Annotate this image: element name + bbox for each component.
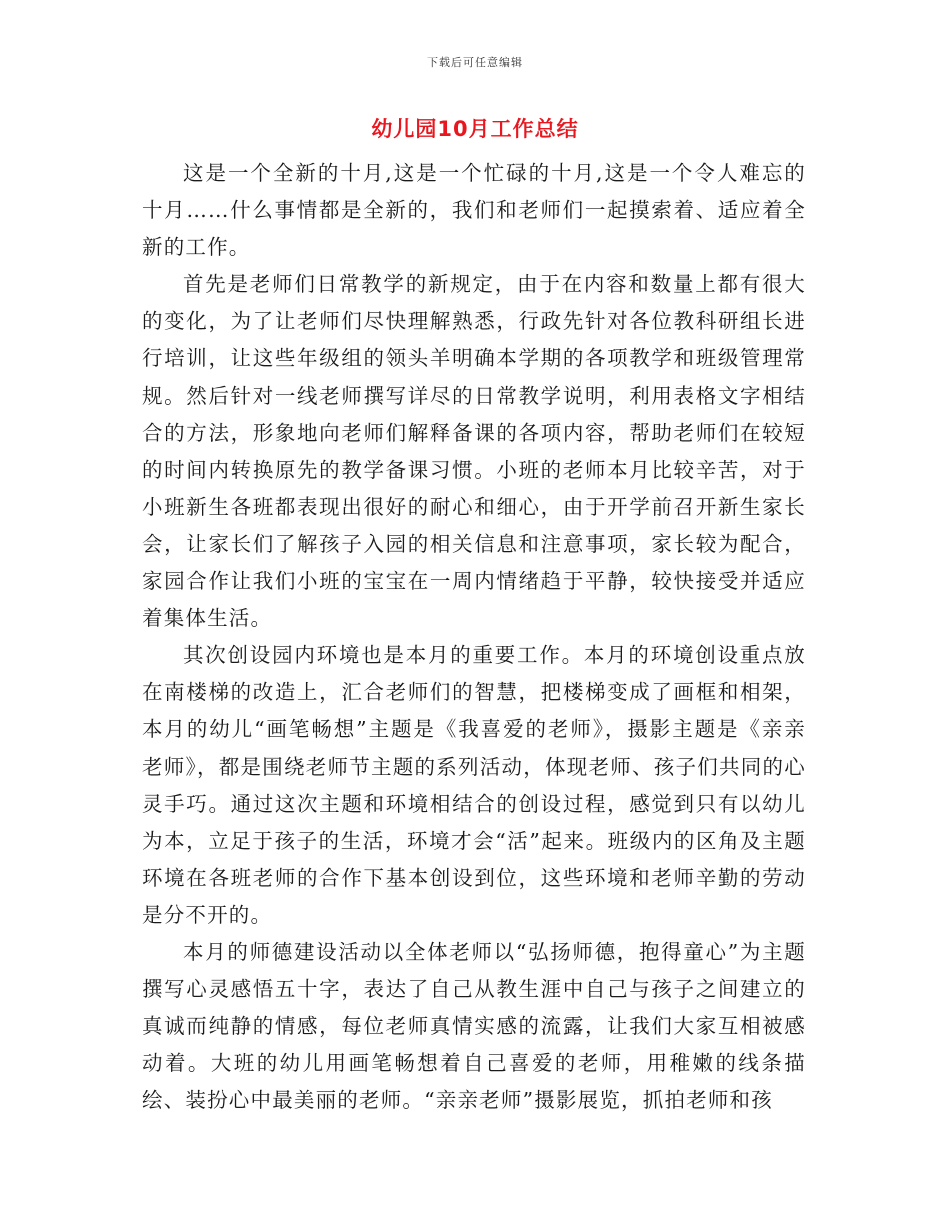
paragraph-1: 这是一个全新的十月,这是一个忙碌的十月,这是一个令人难忘的十月……什么事情都是全新的，我们和老师们一起摸索着、适应着全新的工作。	[142, 161, 806, 260]
header-note: 下载后可任意编辑	[427, 56, 523, 69]
document-title: 幼儿园10月工作总结	[371, 117, 579, 141]
paragraph-2: 首先是老师们日常教学的新规定，由于在内容和数量上都有很大的变化，为了让老师们尽快理解熟悉，行政先针对各位教科研组长进行培训，让这些年级组的领头羊明确本学期的各项教学和班级管理常规。然后针对一线老师撰写详尽的日常教学说明，利用表格文字相结合的方法，形象地向老师们解释备课的各项内容，帮助老师们在较短的时间内转换原先的教学备课习惯。小班的老师本月比较辛苦，对于小班新生各班都表现出很好的耐心和细心，由于开学前召开新生家长会，让家长们了解孩子入园的相关信息和注意事项，家长较为配合，家园合作让我们小班的宝宝在一周内情绪趋于平静，较快接受并适应着集体生活。	[142, 272, 806, 631]
paragraph-3: 其次创设园内环境也是本月的重要工作。本月的环境创设重点放在南楼梯的改造上，汇合老师们的智慧，把楼梯变成了画框和相架，本月的幼儿“画笔畅想”主题是《我喜爱的老师》，摄影主题是《亲亲老师》，都是围绕老师节主题的系列活动，体现老师、孩子们共同的心灵手巧。通过这次主题和环境相结合的创设过程，感觉到只有以幼儿为本，立足于孩子的生活，环境才会“活”起来。班级内的区角及主题环境在各班老师的合作下基本创设到位，这些环境和老师辛勤的劳动是分不开的。	[142, 643, 806, 927]
paragraph-4: 本月的师德建设活动以全体老师以“弘扬师德，抱得童心”为主题撰写心灵感悟五十字，表达了自己从教生涯中自己与孩子之间建立的真诚而纯静的情感，每位老师真情实感的流露，让我们大家互相被感动着。大班的幼儿用画笔畅想着自己喜爱的老师，用稚嫩的线条描绘、装扮心中最美丽的老师。“亲亲老师”摄影展览，抓拍老师和孩	[142, 939, 806, 1113]
document-body	[142, 155, 806, 1119]
